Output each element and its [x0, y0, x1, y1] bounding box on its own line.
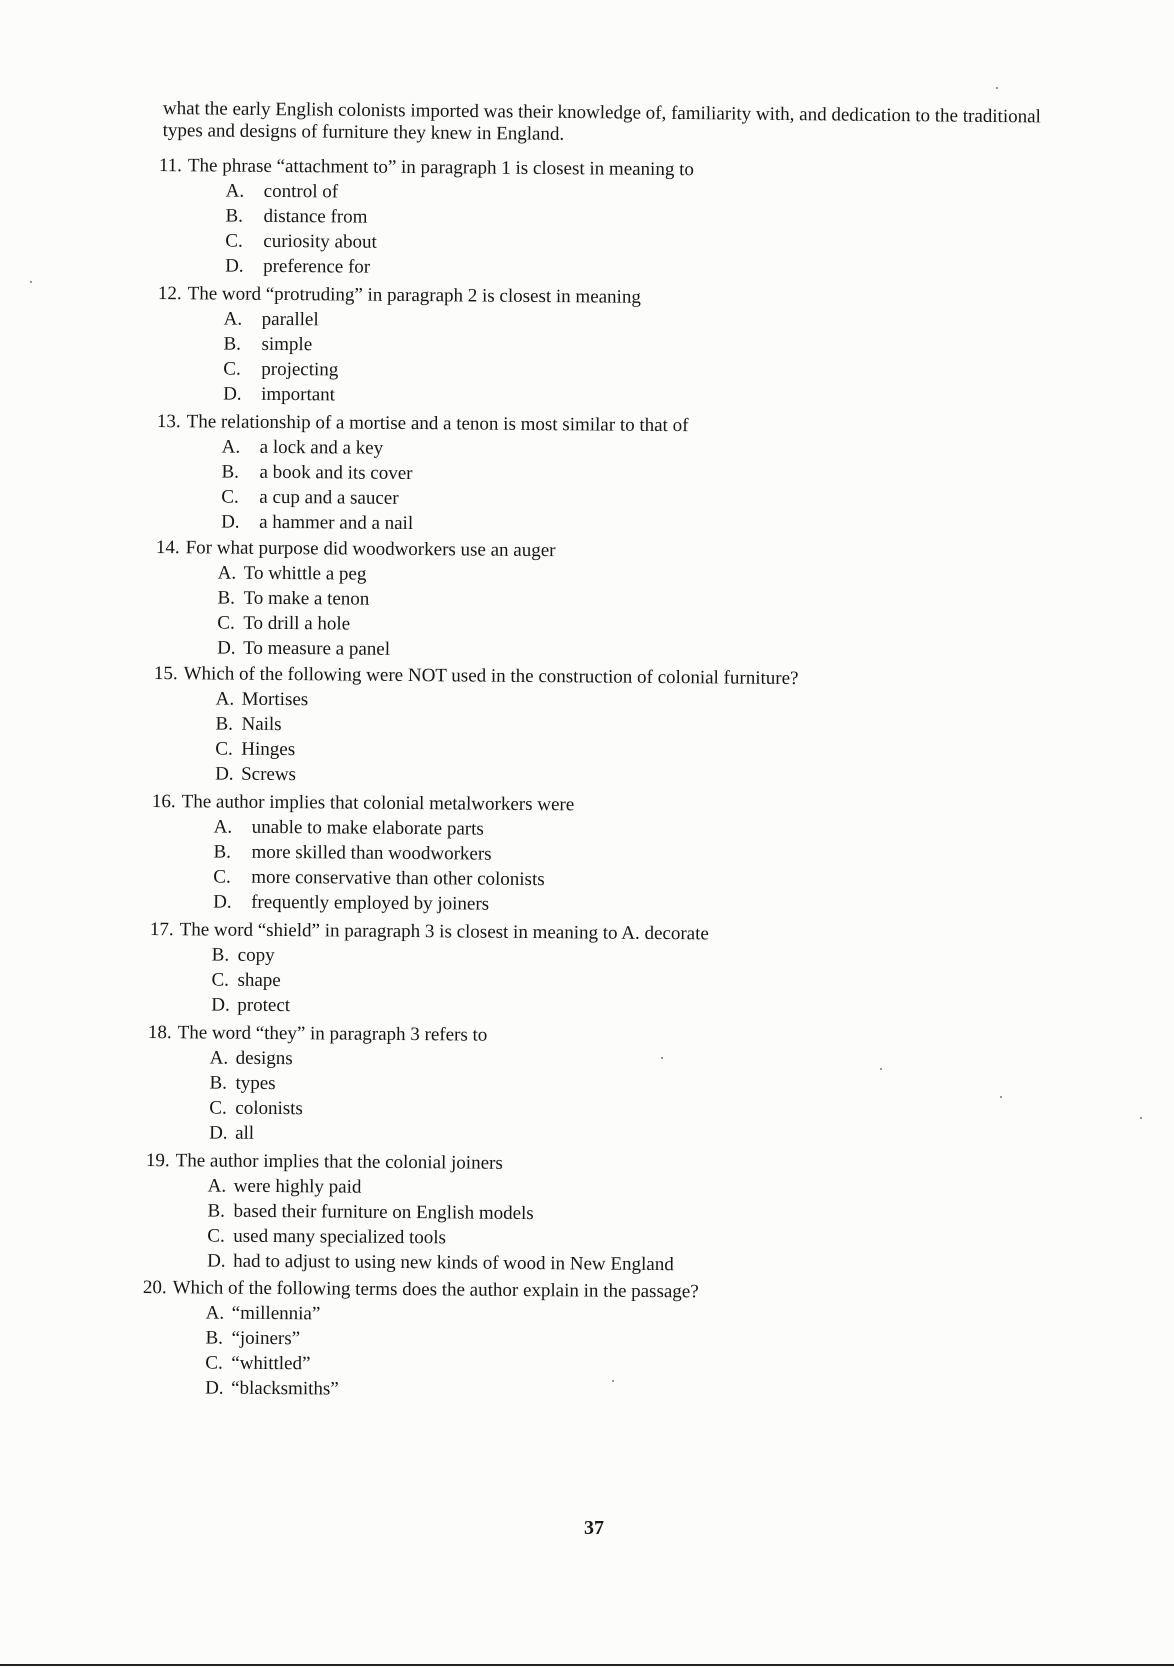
- option-d[interactable]: D. preference for: [225, 255, 371, 278]
- option-c[interactable]: C. curiosity about: [225, 230, 377, 253]
- option-b[interactable]: B. simple: [223, 333, 313, 356]
- option-c[interactable]: C. To drill a hole: [217, 612, 351, 635]
- question-13: [156, 410, 689, 538]
- question-stem: 12. The word “protruding” in paragraph 2 is closest in meaning: [157, 282, 641, 308]
- scan-speck: [880, 1068, 882, 1070]
- question-15: [153, 662, 799, 791]
- option-b[interactable]: B. Nails: [215, 713, 282, 736]
- option-d[interactable]: D. a hammer and a nail: [221, 511, 414, 535]
- option-b[interactable]: B. based their furniture on English models: [207, 1200, 534, 1225]
- option-d[interactable]: D. had to adjust to using new kinds of wood in New England: [207, 1250, 674, 1276]
- question-text: The phrase “attachment to” in paragraph 1 is closest in meaning to: [187, 155, 694, 181]
- question-19: [145, 1149, 675, 1277]
- option-d[interactable]: D. To measure a panel: [217, 637, 391, 660]
- option-a[interactable]: A. unable to make elaborate parts: [213, 816, 484, 840]
- option-b[interactable]: B. “joiners”: [205, 1327, 301, 1350]
- option-a[interactable]: A. parallel: [223, 308, 319, 331]
- question-14: [155, 536, 556, 663]
- question-20: [142, 1276, 699, 1404]
- question-number: 11.: [158, 154, 183, 177]
- option-c[interactable]: C. more conservative than other colonists: [213, 866, 545, 891]
- option-c[interactable]: C. shape: [211, 969, 281, 992]
- option-d[interactable]: D. frequently employed by joiners: [213, 891, 490, 915]
- question-stem: 20. Which of the following terms does the author explain in the passage?: [142, 1277, 699, 1303]
- question-stem: 14. For what purpose did woodworkers use an auger: [155, 536, 556, 562]
- question-stem: 19. The author implies that the colonial joiners: [145, 1150, 503, 1174]
- option-b[interactable]: B. more skilled than woodworkers: [213, 841, 492, 865]
- question-stem: 16. The author implies that colonial metalworkers were: [151, 790, 575, 816]
- passage-ending: what the early English colonists imported was their knowledge of, familiarity with, and dedication to the traditional types and designs of furniture they knew in England.: [162, 98, 1041, 145]
- options-list: [223, 307, 641, 410]
- option-a[interactable]: A. control of: [225, 180, 339, 203]
- page-number: 37: [584, 1517, 604, 1539]
- options-list: [209, 1045, 487, 1147]
- option-b[interactable]: B. types: [209, 1072, 276, 1095]
- question-12: [157, 282, 641, 410]
- options-list: [207, 1173, 674, 1277]
- question-18: [147, 1021, 487, 1148]
- option-d[interactable]: D. all: [209, 1122, 255, 1144]
- question-16: [151, 790, 574, 917]
- scan-speck: [1140, 1117, 1142, 1119]
- scan-speck: [1000, 1096, 1002, 1098]
- option-b[interactable]: B. distance from: [225, 205, 368, 228]
- option-b[interactable]: B. copy: [211, 944, 275, 966]
- option-d[interactable]: D. important: [223, 383, 336, 406]
- option-a[interactable]: A. designs: [209, 1047, 293, 1070]
- question-17: [149, 918, 709, 1021]
- options-list: [211, 942, 709, 1021]
- option-b[interactable]: B. To make a tenon: [217, 587, 370, 610]
- options-list: [221, 435, 688, 539]
- scan-speck: [612, 1380, 614, 1382]
- option-a[interactable]: A. Mortises: [215, 688, 309, 711]
- bottom-scan-edge: [0, 1664, 1174, 1666]
- question-stem: 18. The word “they” in paragraph 3 refers to: [147, 1021, 488, 1046]
- option-a[interactable]: A. To whittle a peg: [217, 562, 367, 585]
- option-c[interactable]: C. Hinges: [215, 738, 296, 761]
- option-d[interactable]: D. Screws: [215, 763, 297, 786]
- option-d[interactable]: D. protect: [211, 994, 291, 1017]
- options-list: [215, 686, 798, 791]
- options-list: [205, 1300, 699, 1404]
- question-11: [158, 154, 694, 282]
- option-c[interactable]: C. colonists: [209, 1097, 303, 1120]
- question-stem: 15. Which of the following were NOT used in the construction of colonial furniture?: [153, 662, 799, 690]
- question-stem: 13. The relationship of a mortise and a tenon is most similar to that of: [156, 410, 689, 437]
- options-list: [217, 560, 555, 663]
- scan-speck: [661, 1057, 663, 1059]
- option-c[interactable]: C. a cup and a saucer: [221, 486, 399, 509]
- scan-speck: [30, 281, 32, 283]
- option-c[interactable]: C. used many specialized tools: [207, 1225, 447, 1249]
- option-d[interactable]: D. “blacksmiths”: [205, 1377, 339, 1400]
- option-a[interactable]: A. “millennia”: [205, 1302, 321, 1325]
- options-list: [225, 179, 694, 283]
- option-c[interactable]: C. “whittled”: [205, 1352, 311, 1375]
- options-list: [213, 814, 574, 917]
- option-a[interactable]: A. a lock and a key: [221, 436, 384, 459]
- option-b[interactable]: B. a book and its cover: [221, 461, 413, 485]
- option-a[interactable]: A. were highly paid: [207, 1175, 362, 1198]
- question-stem: 17. The word “shield” in paragraph 3 is closest in meaning to A. decorate: [149, 918, 709, 945]
- scan-speck: [996, 87, 998, 89]
- option-c[interactable]: C. projecting: [223, 358, 339, 381]
